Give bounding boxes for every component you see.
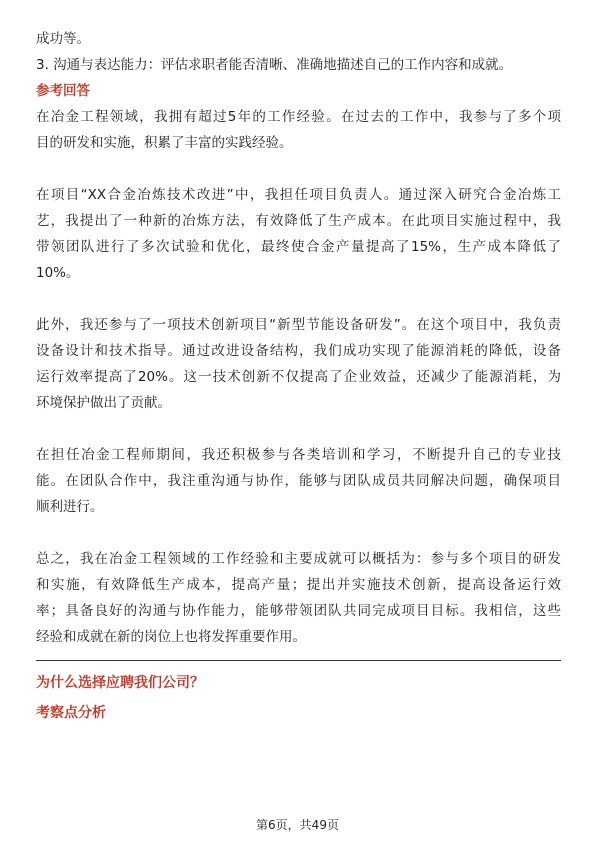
text-line: 在担任冶金工程师期间，我还积极参与各类培训和学习，不断提升自己的专业技 — [36, 447, 561, 463]
paragraph — [36, 182, 561, 286]
page-number: 第6页，共49页 — [256, 818, 339, 832]
text-line: 能。在团队合作中，我注重沟通与协作，能够与团队成员共同解决问题，确保项目 — [36, 473, 561, 489]
text-line: 在项目“XX合金冶炼技术改进”中，我担任项目负责人。通过深入研究合金冶炼工 — [36, 187, 561, 203]
paragraph — [36, 312, 561, 416]
question-heading: 为什么选择应聘我们公司？ — [36, 675, 204, 691]
text-line: 环境保护做出了贡献。 — [36, 395, 171, 411]
paragraph — [36, 104, 561, 156]
answer-label: 参考回答 — [36, 83, 90, 99]
paragraph — [36, 442, 561, 520]
text-line: 运行效率提高了20%。这一技术创新不仅提高了企业效益，还减少了能源消耗，为 — [36, 369, 561, 385]
text-line: 经验和成就在新的岗位上也将发挥重要作用。 — [36, 629, 306, 645]
text-line: 此外，我还参与了一项技术创新项目“新型节能设备研发”。在这个项目中，我负责 — [36, 317, 561, 333]
section-divider — [36, 660, 561, 661]
paragraph — [36, 546, 561, 650]
text-line: 设备设计和技术指导。通过改进设备结构，我们成功实现了能源消耗的降低，设备 — [36, 343, 561, 359]
text-line: 艺，我提出了一种新的冶炼方法，有效降低了生产成本。在此项目实施过程中，我 — [36, 213, 561, 229]
analysis-label: 考察点分析 — [36, 705, 106, 721]
text-line: 10%。 — [36, 265, 80, 281]
page-content — [36, 26, 561, 725]
text-line: 总之，我在冶金工程领域的工作经验和主要成就可以概括为：参与多个项目的研发 — [36, 551, 561, 567]
text-line: 率；具备良好的沟通与协作能力，能够带领团队共同完成项目目标。我相信，这些 — [36, 603, 561, 619]
text-line: 顺利进行。 — [36, 499, 104, 515]
text-line: 3. 沟通与表达能力：评估求职者能否清晰、准确地描述自己的工作内容和成就。 — [36, 57, 513, 73]
text-line: 目的研发和实施，积累了丰富的实践经验。 — [36, 135, 293, 151]
text-line: 和实施，有效降低生产成本，提高产量；提出并实施技术创新，提高设备运行效 — [36, 577, 561, 593]
text-line: 带领团队进行了多次试验和优化，最终使合金产量提高了15%，生产成本降低了 — [36, 239, 561, 255]
text-line: 成功等。 — [36, 31, 90, 47]
text-line: 在冶金工程领域，我拥有超过5年的工作经验。在过去的工作中，我参与了多个项 — [36, 109, 561, 125]
